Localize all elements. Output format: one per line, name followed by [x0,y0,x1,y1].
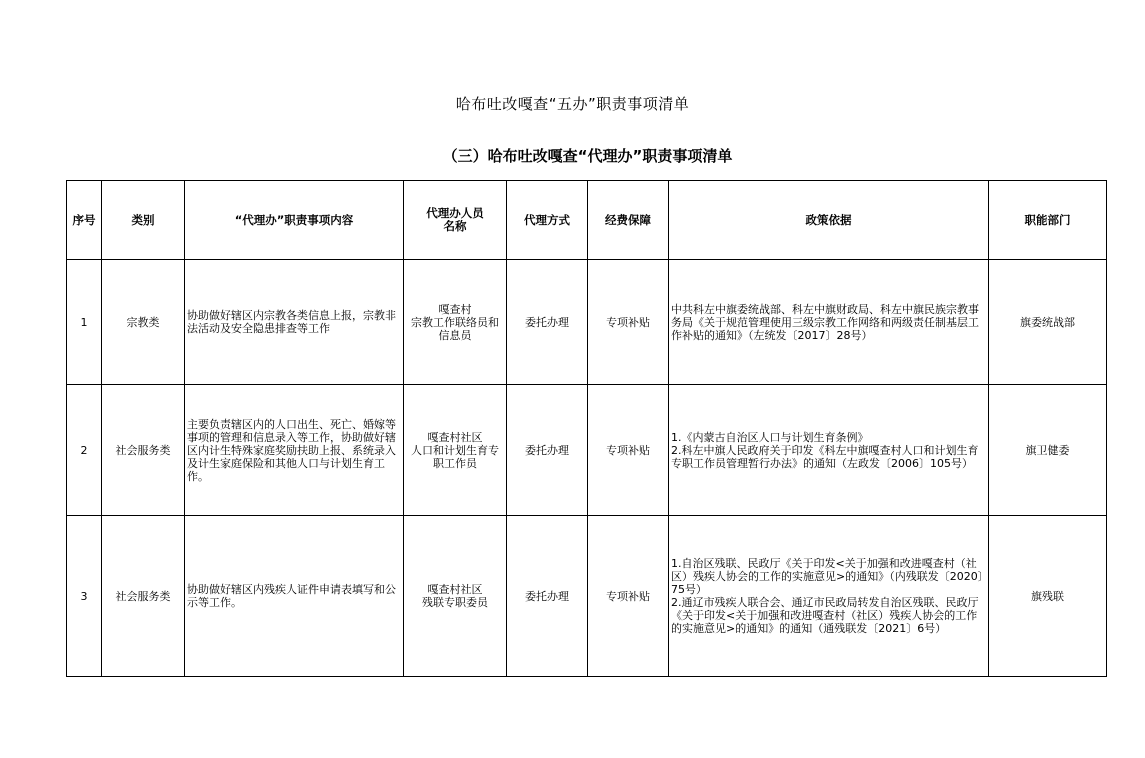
header-method: 代理方式 [507,181,588,260]
policy-item: 中共科左中旗委统战部、科左中旗财政局、科左中旗民族宗教事务局《关于规范管理使用三级宗教工作网络和两级责任制基层工作补贴的通知》（左统发〔2017〕28号） [671,302,979,342]
cell-method: 委托办理 [507,516,588,677]
header-staff-line1: 代理办人员 [426,206,484,220]
duty-table [66,180,1107,677]
header-staff [404,181,507,260]
policy-item: 2.通辽市残疾人联合会、通辽市民政局转发自治区残联、民政厅《关于印发<关于加强和改进嘎查村（社区）残疾人协会的工作的实施意见>的通知》的通知（通残联发〔2021〕6号） [671,596,979,635]
cell-method: 委托办理 [507,385,588,516]
header-funding: 经费保障 [588,181,669,260]
cell-funding: 专项补贴 [588,260,669,385]
cell-content: 协助做好辖区内宗教各类信息上报，宗教非法活动及安全隐患排查等工作 [185,260,404,385]
cell-staff-line1: 嘎查村 [438,302,472,316]
header-index: 序号 [67,181,102,260]
header-department: 职能部门 [989,181,1107,260]
cell-policy [669,260,989,385]
cell-staff-line2: 人口和计划生育专 [411,443,499,457]
cell-category: 社会服务类 [102,385,185,516]
cell-staff-line1: 嘎查村社区 [427,583,483,596]
cell-policy [669,385,989,516]
table-header-row [67,181,1107,260]
cell-department: 旗卫健委 [989,385,1107,516]
policy-item: 1.《内蒙古自治区人口与计划生育条例》 [671,430,869,444]
cell-content: 主要负责辖区内的人口出生、死亡、婚嫁等事项的管理和信息录入等工作，协助做好辖区内计生特殊家庭奖励扶助上报、系统录入及计生家庭保险和其他人口与计划生育工作。 [185,385,404,516]
cell-staff-line2: 宗教工作联络员和 [411,315,499,329]
table-row [67,516,1107,677]
cell-department: 旗残联 [989,516,1107,677]
table-row [67,385,1107,516]
cell-funding: 专项补贴 [588,385,669,516]
header-category: 类别 [102,181,185,260]
header-staff-line2: 名称 [443,219,467,233]
cell-index: 2 [67,385,102,516]
cell-department: 旗委统战部 [989,260,1107,385]
cell-staff [404,260,507,385]
cell-category: 宗教类 [102,260,185,385]
header-policy: 政策依据 [669,181,989,260]
cell-staff [404,385,507,516]
cell-method: 委托办理 [507,260,588,385]
cell-staff-line3: 职工作员 [433,456,477,470]
document-title: 哈布吐改嘎查“五办”职责事项清单 [455,95,690,113]
policy-item: 1.自治区残联、民政厅《关于印发<关于加强和改进嘎查村（社区）残疾人协会的工作的实施意见>的通知》（内残联发〔2020〕75号） [671,557,984,596]
cell-index: 1 [67,260,102,385]
cell-staff-line2: 残联专职委员 [422,596,488,609]
cell-staff-line1: 嘎查村社区 [427,430,483,444]
table-row [67,260,1107,385]
cell-content: 协助做好辖区内残疾人证件申请表填写和公示等工作。 [185,516,404,677]
cell-staff-line3: 信息员 [438,328,472,342]
table-title: （三）哈布吐改嘎查“代理办”职责事项清单 [442,147,733,165]
cell-staff [404,516,507,677]
cell-index: 3 [67,516,102,677]
header-content: “代理办”职责事项内容 [185,181,404,260]
cell-funding: 专项补贴 [588,516,669,677]
cell-policy [669,516,989,677]
policy-item: 2.科左中旗人民政府关于印发《科左中旗嘎查村人口和计划生育专职工作员管理暂行办法》的通知（左政发〔2006〕105号） [671,443,979,470]
cell-category: 社会服务类 [102,516,185,677]
